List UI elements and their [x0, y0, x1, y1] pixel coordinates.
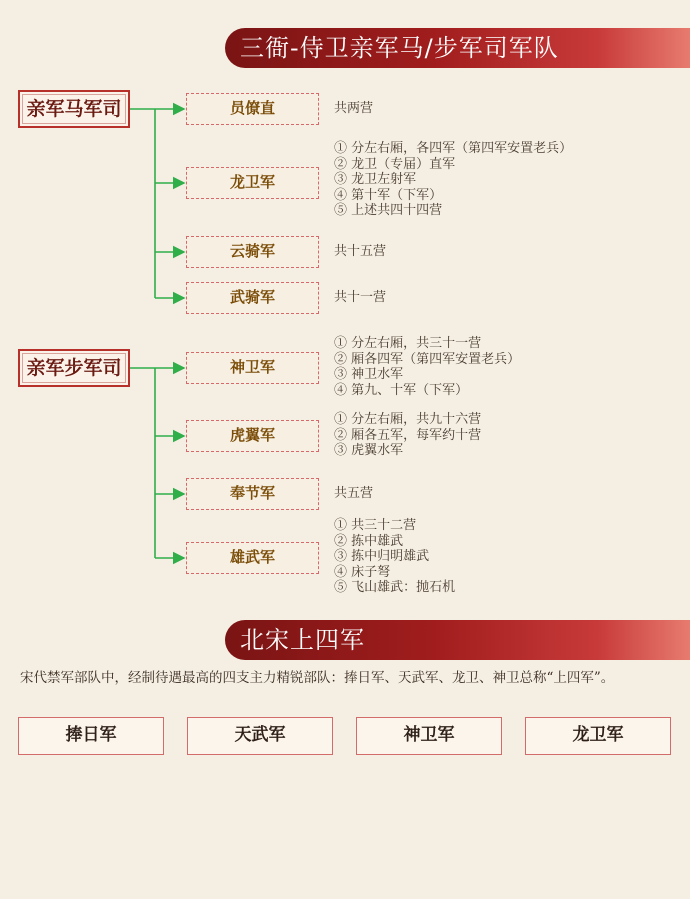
unit-desc: 共五营 — [334, 486, 374, 501]
army-box: 神卫军 — [356, 717, 502, 755]
unit-desc: ① 共三十二营 ② 拣中雄武 ③ 拣中归明雄武 ④ 床子弩 ⑤ 飞山雄武：抛石机 — [334, 518, 456, 595]
unit-desc: ① 分左右厢，各四军（第四军安置老兵） ② 龙卫（专届）直军 ③ 龙卫左射军 ④ 第十军（下军） ⑤ 上述共四十四营 — [334, 141, 573, 218]
unit-desc: ① 分左右厢，共九十六营 ② 厢各五军，每军约十营 ③ 虎翼水军 — [334, 412, 482, 458]
army-box: 天武军 — [187, 717, 333, 755]
root-infantry-command: 亲军步军司 — [18, 349, 130, 387]
intro-text: 宋代禁军部队中，经制待遇最高的四支主力精锐部队：捧日军、天武军、龙卫、神卫总称“上四军”。 — [20, 670, 615, 686]
top-four-armies-banner: 北宋上四军 — [225, 620, 690, 660]
unit-desc: ① 分左右厢，共三十一营 ② 厢各四军（第四军安置老兵） ③ 神卫水军 ④ 第九、十军（下军） — [334, 336, 521, 398]
root-cavalry-command: 亲军马军司 — [18, 90, 130, 128]
unit-node: 奉节军 — [186, 478, 319, 510]
army-box: 龙卫军 — [525, 717, 671, 755]
title-banner: 三衙-侍卫亲军马/步军司军队 — [225, 28, 690, 68]
army-box: 捧日军 — [18, 717, 164, 755]
unit-node: 雄武军 — [186, 542, 319, 574]
unit-node: 虎翼军 — [186, 420, 319, 452]
unit-desc: 共十一营 — [334, 290, 387, 305]
unit-node: 员僚直 — [186, 93, 319, 125]
unit-desc: 共十五营 — [334, 244, 387, 259]
unit-desc: 共两营 — [334, 101, 374, 116]
unit-node: 神卫军 — [186, 352, 319, 384]
unit-node: 云骑军 — [186, 236, 319, 268]
unit-node: 龙卫军 — [186, 167, 319, 199]
unit-node: 武骑军 — [186, 282, 319, 314]
